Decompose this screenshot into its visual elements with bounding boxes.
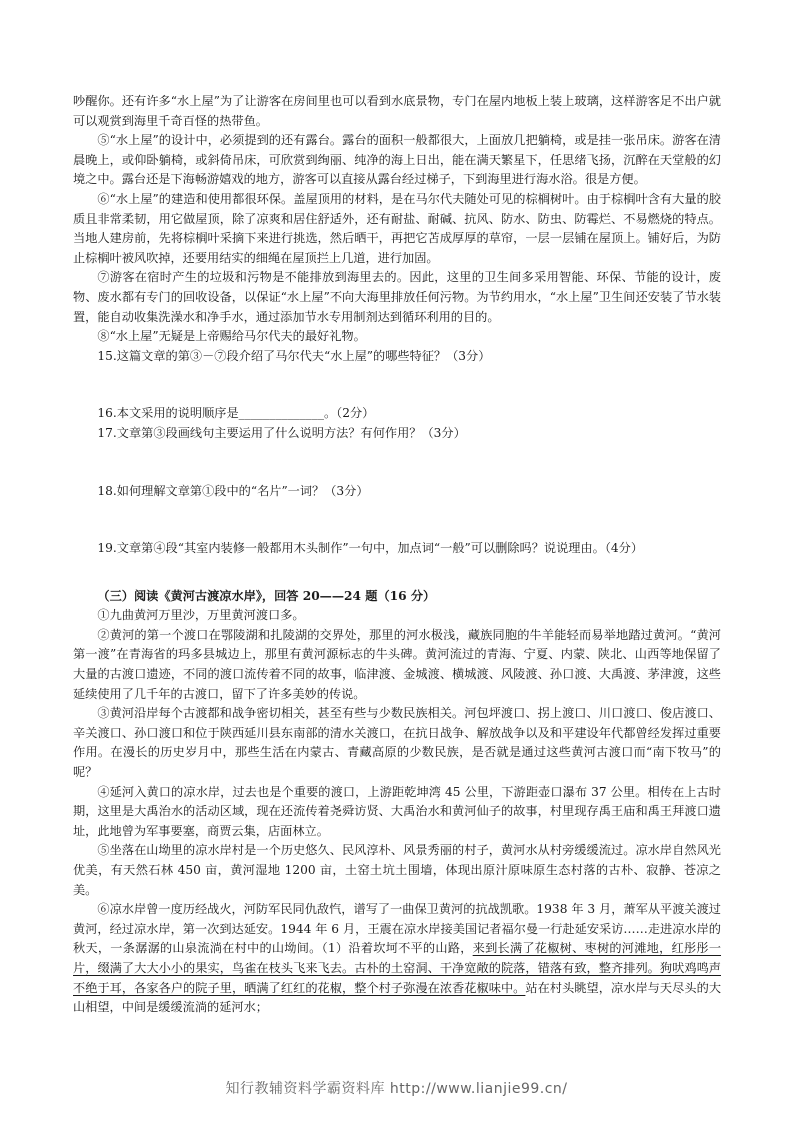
passage3-paragraph-5: ⑤坐落在山坳里的凉水岸村是一个历史悠久、民风淳朴、风景秀丽的村子，黄河水从村旁缓缓流过。凉水岸自然风光优美，有天然石林 450 亩，黄河湿地 1200 亩，土窑土坑土围墙，体现出原汁原味原生态村落的古朴、寂静、苍凉之美。: [73, 843, 721, 897]
question-17: 17.文章第③段画线句主要运用了什么说明方法？有何作用？（3分）: [97, 425, 466, 440]
passage2-paragraph-5: ⑤“水上屋”的设计中，必须提到的还有露台。露台的面积一般都很大，上面放几把躺椅，或是挂一张吊床。游客在清晨晚上，或仰卧躺椅，或斜倚吊床，可欣赏到绚丽、纯净的海上日出，能在满天繁星下，任思绪飞扬，沉醉在天堂般的幻境之中。露台还是下海畅游嬉戏的地方，游客可以直接从露台经过梯子，下到海里进行海水浴。很是方便。: [73, 133, 721, 187]
underlined-sentence: 来到长满了花椒树、枣树的河滩地，红彤彤一片，缀满了大大小小的果实，鸟雀在枝头飞来飞去。古朴的土窑洞、干净宽敞的院落，错落有致，整齐排列。狗吠鸡鸣声不绝于耳，各家各户的院子里，晒满了红红的花椒，整个村子弥漫在浓香花椒味中。: [73, 941, 722, 995]
passage2-paragraph-cont: 吵醒你。还有许多“水上屋”为了让游客在房间里也可以看到水底景物，专门在屋内地板上装上玻璃，这样游客足不出户就可以观赏到海里千奇百怪的热带鱼。: [73, 94, 721, 128]
question-16: 16.本文采用的说明顺序是______________。（2分）: [97, 406, 375, 421]
passage2-paragraph-6: ⑥“水上屋”的建造和使用都很环保。盖屋顶用的材料，是在马尔代夫随处可见的棕榈树叶。由于棕榈叶含有大量的胶质且非常柔韧，用它做屋顶，除了凉爽和居住舒适外，还有耐盐、耐碱、抗风、防水、防虫、防霉烂、不易燃烧的特点。当地人建房前，先将棕榈叶采摘下来进行挑选，然后晒干，再把它苫成厚厚的草帘，一层一层铺在屋顶上。铺好后，为防止棕榈叶被风吹掉，还要用结实的细绳在屋顶拦上几道，进行加固。: [73, 191, 721, 265]
answer-space-18: [73, 501, 721, 539]
paragraph-6-text-a: ⑥凉水岸曾一度历经战火，河防军民同仇敌忾，谱写了一曲保卫黄河的抗战凯歌。1938 年 3 月，萧军从平渡关渡过黄河，经过凉水岸，第一次到达延安。1944 年 6 月，王震在凉水岸接美国记者福尔曼一行赴延安采访……走进凉水岸的秋天，一条潺潺的山泉流淌在村中的山坳间。（1）沿着坎坷不平的山路，: [73, 902, 721, 956]
passage3-paragraph-6: [73, 900, 721, 1018]
passage2-paragraph-7: ⑦游客在宿时产生的垃圾和污物是不能排放到海里去的。因此，这里的卫生间多采用智能、环保、节能的设计，废物、废水都有专门的回收设备，以保证“水上屋”不向大海里排放任何污物。为节约用水，“水上屋”卫生间还安装了节水装置，能自动收集洗澡水和净手水，通过添加节水专用制剂达到循环利用的目的。: [73, 270, 721, 324]
passage2-paragraph-8: ⑧“水上屋”无疑是上帝赐给马尔代夫的最好礼物。: [97, 329, 366, 344]
footer-watermark: 知行教辅资料学霸资料库 http://www.lianjie99.cn/: [225, 1081, 568, 1097]
paragraph-6-text-b: 站在村头眺望，凉水岸与天尽头的大山相望，中间是缓缓流淌的延河水；: [73, 980, 722, 1015]
document-page: [73, 92, 721, 1018]
passage3-paragraph-3: ③黄河沿岸每个古渡都和战争密切相关，甚至有些与少数民族相关。河包坪渡口、拐上渡口、川口渡口、俊店渡口、辛关渡口、孙口渡口和位于陕西延川县东南部的清水关渡口，在抗日战争、解放战争以及和平建设年代都曾经发挥过重要作用。在漫长的历史岁月中，那些生活在内蒙古、青藏高原的少数民族，是否就是通过这些黄河古渡口而“南下牧马”的呢？: [73, 706, 721, 780]
answer-space-19: [73, 559, 721, 587]
passage3-paragraph-1: ①九曲黄河万里沙，万里黄河渡口多。: [97, 608, 305, 623]
passage3-paragraph-4: ④延河入黄口的凉水岸，过去也是个重要的渡口，上游距乾坤湾 45 公里，下游距壶口瀑布 37 公里。相传在上古时期，这里是大禹治水的活动区域，现在还流传着尧舜访贤、大禹治水和黄河仙子的故事，村里现存禹王庙和禹王拜渡口遗址，此地曾为军事要塞，商贾云集，店面林立。: [73, 784, 721, 838]
question-18: 18.如何理解文章第①段中的“名片”一词？（3分）: [97, 483, 369, 498]
answer-space-15: [73, 366, 721, 404]
section-3-title: （三）阅读《黄河古渡凉水岸》，回答 20——24 题（16 分）: [97, 588, 436, 603]
question-15: 15.这篇文章的第③－⑦段介绍了马尔代夫“水上屋”的哪些特征？（3分）: [97, 348, 491, 363]
answer-space-17: [73, 444, 721, 482]
question-19: 19.文章第④段“其室内装修一般都用木头制作”一句中，加点词“一般”可以删除吗？说说理由。（4分）: [97, 541, 644, 556]
passage3-paragraph-2: ②黄河的第一个渡口在鄂陵湖和扎陵湖的交界处，那里的河水极浅，藏族同胞的牛羊能轻而易举地踏过黄河。“黄河第一渡”在青海省的玛多县城边上，那里有黄河源标志的牛头碑。黄河流过的青海、宁夏、内蒙、陕北、山西等地保留了大量的古渡口遗迹，不同的渡口流传着不同的故事，临津渡、金城渡、横城渡、风陵渡、孙口渡、大禹渡、茅津渡，这些延续使用了几千年的古渡口，留下了许多美妙的传说。: [73, 627, 721, 701]
